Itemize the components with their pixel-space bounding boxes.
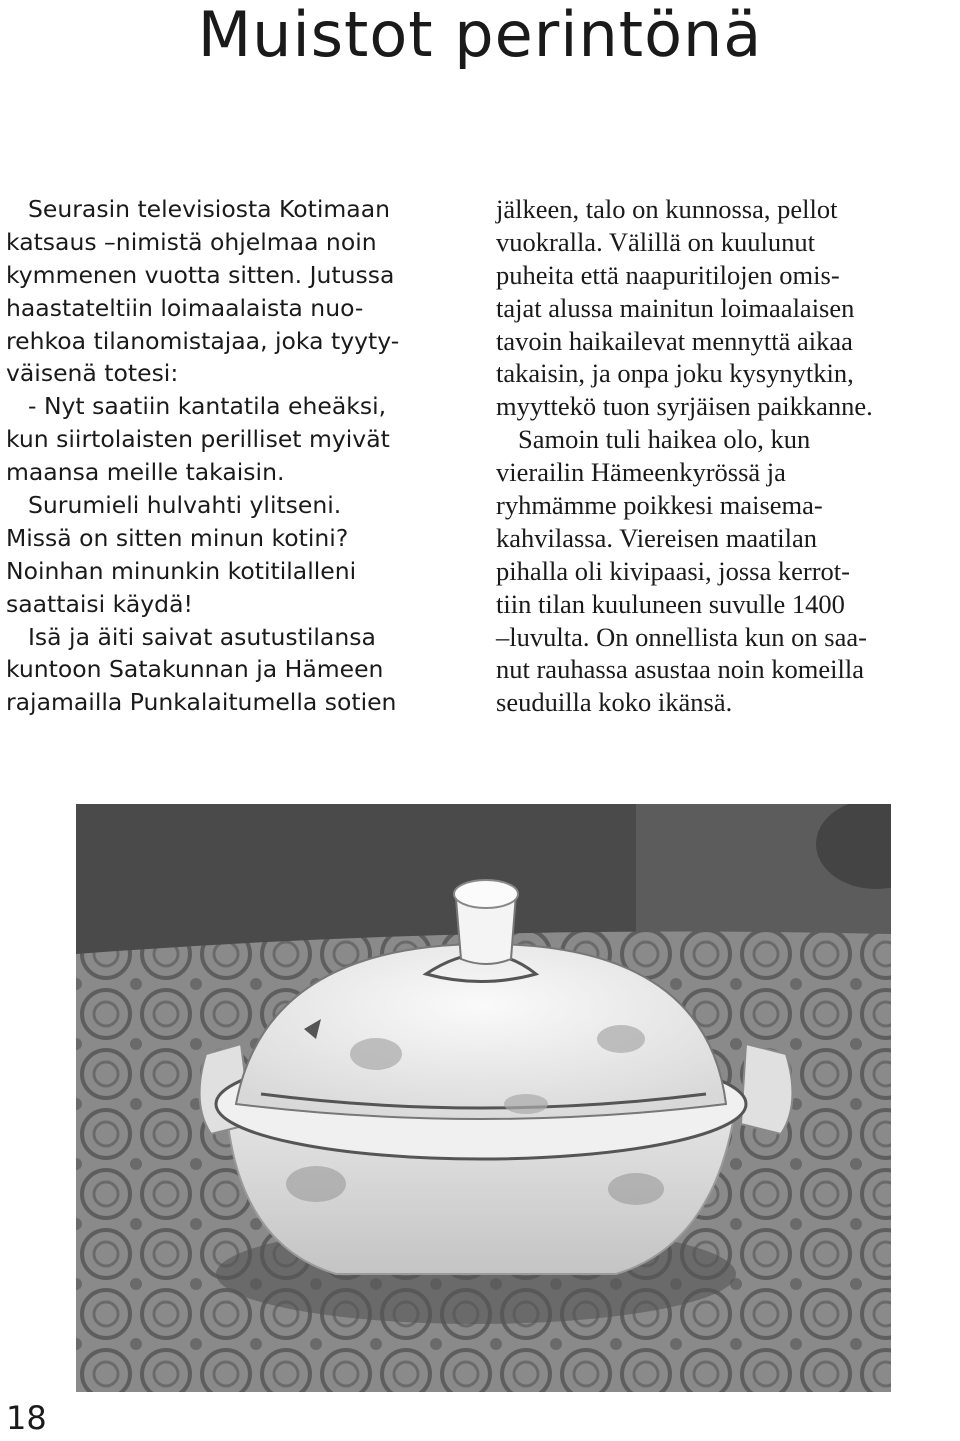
page-number: 18 [6, 1399, 47, 1437]
page-title: Muistot perintönä [197, 0, 763, 71]
text-line: vuokralla. Välillä on kuulunut [496, 226, 815, 257]
lid-flower [350, 1038, 402, 1070]
text-line: seuduilla koko ikänsä. [496, 687, 733, 718]
text-line: Samoin tuli haikea olo, kun [518, 424, 811, 455]
text-line: myyttekö tuon syrjäisen paikkanne. [496, 391, 873, 422]
text-line: vierailin Hämeenkyrössä ja [496, 457, 786, 488]
text-line: jälkeen, talo on kunnossa, pellot [496, 194, 838, 224]
article-column-left [6, 193, 452, 719]
text-line: tavoin haikailevat mennyttä aikaa [496, 325, 853, 356]
knob-top [454, 880, 518, 908]
right-handle [741, 1044, 792, 1134]
text-line: maansa meille takaisin. [6, 458, 285, 487]
lid-flower [504, 1094, 548, 1114]
text-line: tiin tilan kuuluneen suvulle 1400 [496, 588, 845, 619]
text-line: kun siirtolaisten perilliset myivät [6, 425, 390, 454]
text-line: kahvilassa. Viereisen maatilan [496, 522, 817, 553]
text-line: haastateltiin loimaalaista nuo- [6, 293, 364, 322]
bowl-flower [286, 1166, 346, 1202]
text-line: rehkoa tilanomistajaa, joka tyyty- [6, 326, 400, 355]
soup-tureen-illustration [76, 804, 891, 1392]
bowl-flower [608, 1173, 664, 1205]
wall-shadow [76, 804, 636, 954]
text-line: ryhmämme poikkesi maisema- [496, 490, 823, 521]
soup-tureen-photo [76, 804, 891, 1392]
text-line: - Nyt saatiin kantatila eheäksi, [28, 392, 387, 421]
text-line: saattaisi käydä! [6, 589, 193, 618]
text-line: –luvulta. On onnellista kun on saa- [496, 621, 867, 652]
text-line: väisenä totesi: [6, 359, 179, 388]
text-line: kuntoon Satakunnan ja Hämeen [6, 655, 384, 684]
text-line: Isä ja äiti saivat asutustilansa [28, 622, 376, 651]
text-line: Noinhan minunkin kotitilalleni [6, 556, 357, 585]
article-column-right [496, 193, 954, 719]
text-line: katsaus –nimistä ohjelmaa noin [6, 227, 377, 256]
text-line: nut rauhassa asustaa noin komeilla [496, 654, 864, 685]
text-line: Surumieli hulvahti ylitseni. [28, 491, 342, 520]
text-line: rajamailla Punkalaitumella sotien [6, 688, 397, 717]
text-line: kymmenen vuotta sitten. Jutussa [6, 260, 395, 289]
lid-flower [597, 1025, 645, 1053]
text-line: Missä on sitten minun kotini? [6, 523, 349, 552]
text-line: tajat alussa mainitun loimaalaisen [496, 292, 855, 323]
text-line: puheita että naapuritilojen omis- [496, 259, 840, 290]
text-line: takaisin, ja onpa joku kysynytkin, [496, 358, 854, 389]
text-line: pihalla oli kivipaasi, jossa kerrot- [496, 555, 850, 586]
text-line: Seurasin televisiosta Kotimaan [28, 195, 390, 223]
